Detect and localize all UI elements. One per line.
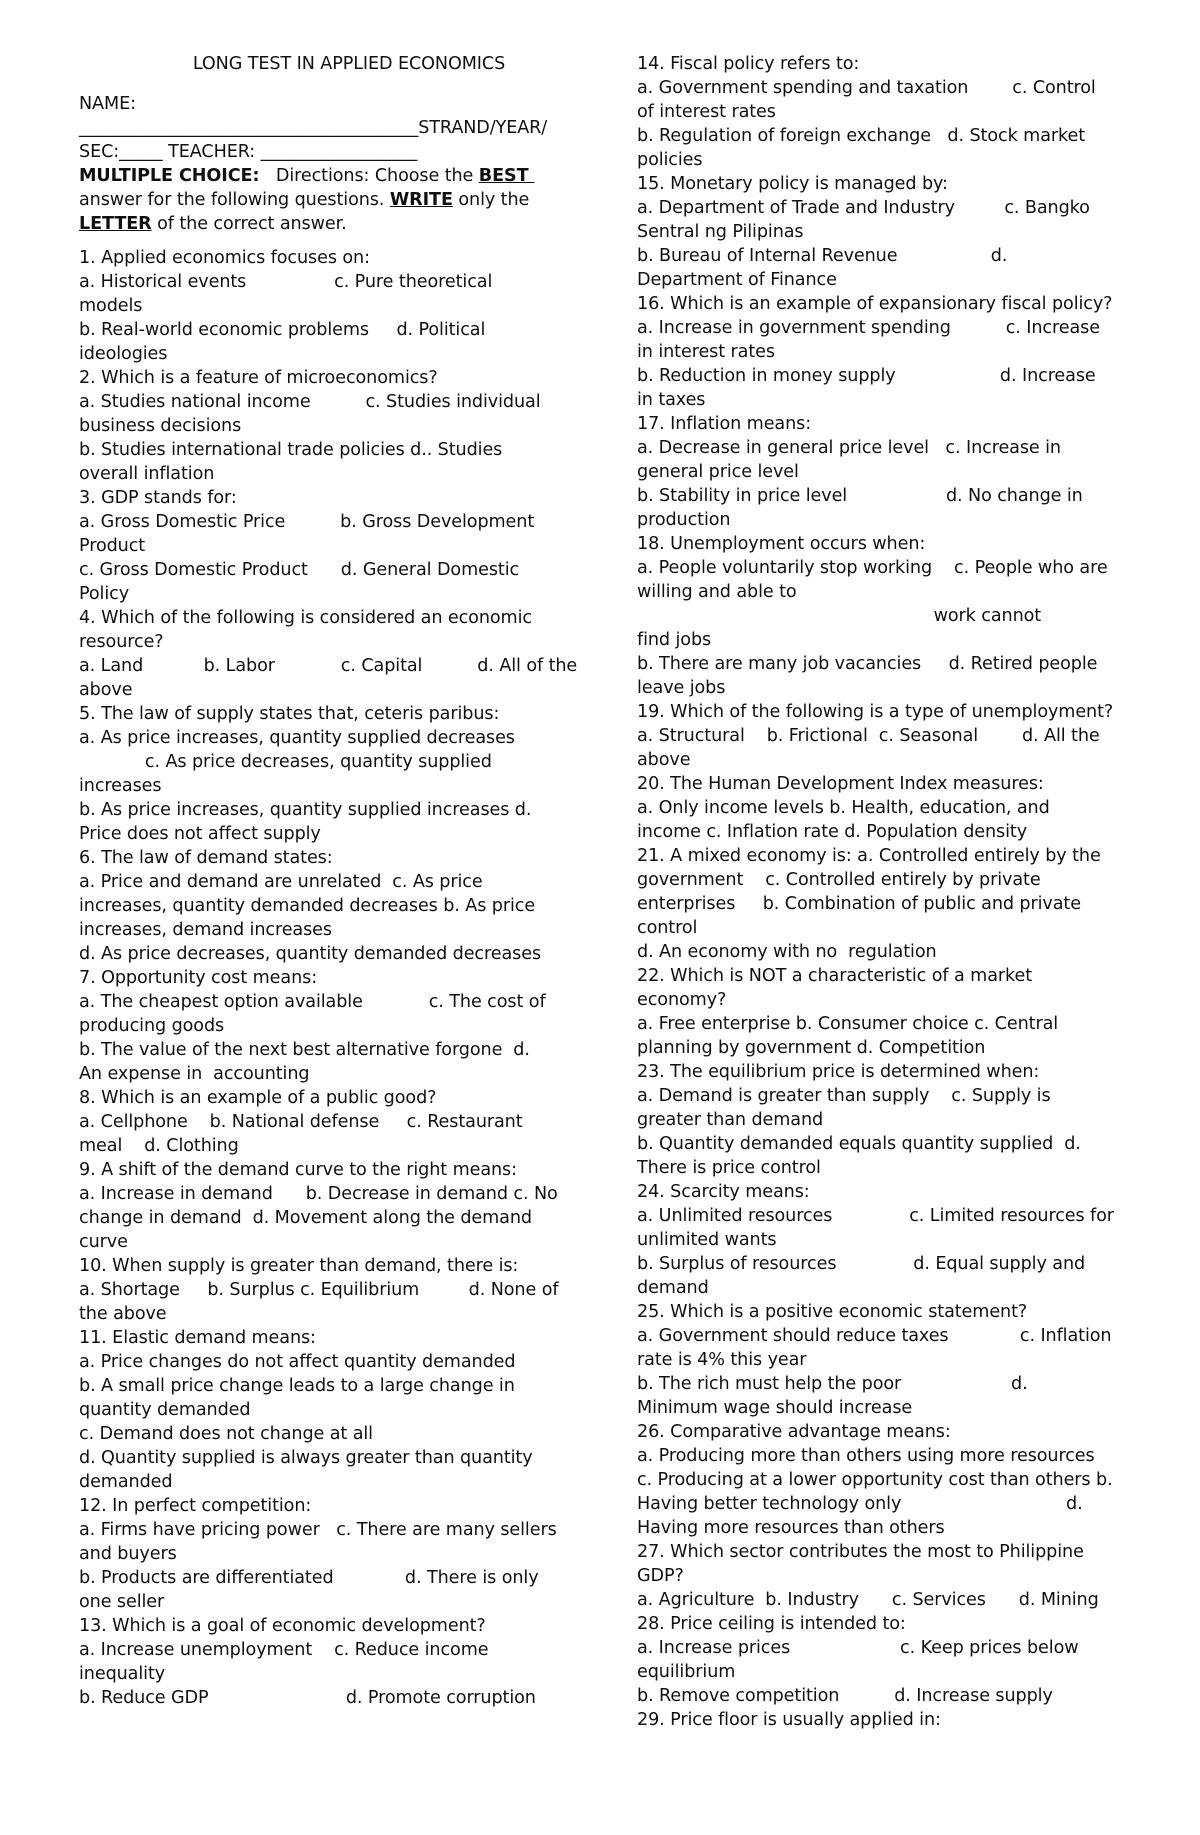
question-line: Price does not affect supply	[79, 824, 321, 844]
question-line: d. An economy with no regulation	[637, 942, 937, 962]
question-line: b. Reduction in money supply d. Increase	[637, 366, 1096, 386]
question-line: rate is 4% this year	[637, 1350, 807, 1370]
question-line: a. The cheapest option available c. The cost of	[79, 992, 546, 1012]
question-line: 9. A shift of the demand curve to the right means:	[79, 1160, 517, 1180]
question-line: Sentral ng Pilipinas	[637, 222, 804, 242]
question-line: d. As price decreases, quantity demanded decreases	[79, 944, 542, 964]
question-line: Product	[79, 536, 146, 556]
question-line: b. Products are differentiated d. There is only	[79, 1568, 539, 1588]
question-line: a. Decrease in general price level c. Increase in	[637, 438, 1061, 458]
right-questions	[637, 52, 1177, 1732]
directions-line-1	[79, 164, 619, 188]
page-title: LONG TEST IN APPLIED ECONOMICS	[192, 54, 506, 74]
question-line: 18. Unemployment occurs when:	[637, 534, 926, 554]
question-line: a. Unlimited resources c. Limited resources for	[637, 1206, 1114, 1226]
question-line: c. Producing at a lower opportunity cost than others b.	[637, 1470, 1113, 1490]
question-line: a. Increase unemployment c. Reduce income	[79, 1640, 489, 1660]
question-line: 15. Monetary policy is managed by:	[637, 174, 948, 194]
question-line: b. As price increases, quantity supplied increases d.	[79, 800, 532, 820]
directions-text: of the correct answer.	[151, 214, 347, 234]
question-line: 29. Price floor is usually applied in:	[637, 1710, 941, 1730]
question-line: ideologies	[79, 344, 168, 364]
question-line: 23. The equilibrium price is determined when:	[637, 1062, 1040, 1082]
sec-label: SEC:	[79, 142, 120, 162]
question-line: 22. Which is NOT a characteristic of a market	[637, 966, 1033, 986]
question-line: resource?	[79, 632, 164, 652]
question-line: 14. Fiscal policy refers to:	[637, 54, 860, 74]
name-label: NAME:	[79, 94, 136, 114]
question-line: in taxes	[637, 390, 706, 410]
directions-line-2	[79, 188, 619, 212]
question-line: 28. Price ceiling is intended to:	[637, 1614, 906, 1634]
question-line: 12. In perfect competition:	[79, 1496, 312, 1516]
write-emphasis: WRITE	[389, 190, 453, 210]
question-line: Having better technology only d.	[637, 1494, 1083, 1514]
question-line: change in demand d. Movement along the demand	[79, 1208, 532, 1228]
question-line: 6. The law of demand states:	[79, 848, 333, 868]
question-line: a. Increase in government spending c. Increase	[637, 318, 1100, 338]
question-line: in interest rates	[637, 342, 775, 362]
name-strand-line	[79, 116, 619, 140]
question-line: c. As price decreases, quantity supplied	[79, 752, 492, 772]
question-line: a. As price increases, quantity supplied decreases	[79, 728, 515, 748]
question-line: of interest rates	[637, 102, 776, 122]
question-line: enterprises b. Combination of public and private	[637, 894, 1081, 914]
question-line: models	[79, 296, 143, 316]
question-line: 16. Which is an example of expansionary fiscal policy?	[637, 294, 1113, 314]
question-line: meal d. Clothing	[79, 1136, 239, 1156]
question-line: a. Historical events c. Pure theoretical	[79, 272, 493, 292]
question-line: 17. Inflation means:	[637, 414, 812, 434]
question-line: increases, quantity demanded decreases b. As price	[79, 896, 536, 916]
question-line: control	[637, 918, 698, 938]
directions-text: answer for the following questions.	[79, 190, 390, 210]
question-line: a. Land b. Labor c. Capital d. All of the	[79, 656, 578, 676]
question-line: c. Gross Domestic Product d. General Domestic	[79, 560, 520, 580]
directions-line-3	[79, 212, 619, 236]
directions-text: only the	[452, 190, 530, 210]
question-line: a. Gross Domestic Price b. Gross Development	[79, 512, 535, 532]
question-line: 24. Scarcity means:	[637, 1182, 810, 1202]
question-line: a. Only income levels b. Health, education, and	[637, 798, 1050, 818]
question-line: Policy	[79, 584, 130, 604]
question-line: a. Shortage b. Surplus c. Equilibrium d. None of	[79, 1280, 559, 1300]
right-column	[637, 52, 1177, 1732]
question-line: a. Increase prices c. Keep prices below	[637, 1638, 1079, 1658]
question-line: d. Quantity supplied is always greater than quantity	[79, 1448, 533, 1468]
question-line: a. Producing more than others using more resources	[637, 1446, 1095, 1466]
left-column	[79, 52, 619, 1710]
question-line: leave jobs	[637, 678, 726, 698]
question-line: b. A small price change leads to a large change in	[79, 1376, 515, 1396]
question-line: b. Studies international trade policies d.. Studies	[79, 440, 503, 460]
question-line: Having more resources than others	[637, 1518, 945, 1538]
question-line: Department of Finance	[637, 270, 837, 290]
question-line: a. Department of Trade and Industry c. Bangko	[637, 198, 1090, 218]
question-line: the above	[79, 1304, 167, 1324]
question-line: 10. When supply is greater than demand, there is:	[79, 1256, 519, 1276]
question-line: 1. Applied economics focuses on:	[79, 248, 370, 268]
question-line: above	[79, 680, 133, 700]
sec-blank[interactable]: _____	[119, 142, 163, 162]
question-line: policies	[637, 150, 703, 170]
question-line: 8. Which is an example of a public good?	[79, 1088, 437, 1108]
question-line: government c. Controlled entirely by private	[637, 870, 1041, 890]
question-line: planning by government d. Competition	[637, 1038, 986, 1058]
question-line: There is price control	[637, 1158, 821, 1178]
question-line: increases	[79, 776, 162, 796]
question-line: demand	[637, 1278, 709, 1298]
question-line: a. Price changes do not affect quantity demanded	[79, 1352, 516, 1372]
strand-label: STRAND/YEAR/	[418, 118, 548, 138]
question-line: unlimited wants	[637, 1230, 777, 1250]
left-questions	[79, 246, 619, 1710]
question-line: a. Studies national income c. Studies individual	[79, 392, 541, 412]
question-line: 26. Comparative advantage means:	[637, 1422, 951, 1442]
question-line: one seller	[79, 1592, 165, 1612]
question-line: 27. Which sector contributes the most to Philippine	[637, 1542, 1084, 1562]
question-line: find jobs	[637, 630, 712, 650]
question-line: b. Real-world economic problems d. Political	[79, 320, 486, 340]
question-line: GDP?	[637, 1566, 684, 1586]
question-line: b. Remove competition d. Increase supply	[637, 1686, 1053, 1706]
question-line: a. Price and demand are unrelated c. As price	[79, 872, 483, 892]
question-line: producing goods	[79, 1016, 225, 1036]
question-line: a. Cellphone b. National defense c. Restaurant	[79, 1112, 523, 1132]
question-line: 11. Elastic demand means:	[79, 1328, 316, 1348]
directions-heading: MULTIPLE CHOICE:	[79, 166, 260, 186]
teacher-blank[interactable]: __________________	[260, 142, 418, 162]
best-emphasis: BEST	[478, 166, 535, 186]
question-line: Minimum wage should increase	[637, 1398, 913, 1418]
question-line: b. Bureau of Internal Revenue d.	[637, 246, 1008, 266]
question-line: overall inflation	[79, 464, 215, 484]
letter-emphasis: LETTER	[79, 214, 152, 234]
question-line: c. Demand does not change at all	[79, 1424, 373, 1444]
question-line: a. Demand is greater than supply c. Supply is	[637, 1086, 1051, 1106]
question-line: a. Agriculture b. Industry c. Services d. Mining	[637, 1590, 1099, 1610]
question-line: 3. GDP stands for:	[79, 488, 237, 508]
question-line: increases, demand increases	[79, 920, 332, 940]
question-line: b. There are many job vacancies d. Retired people	[637, 654, 1098, 674]
question-line: b. The rich must help the poor d.	[637, 1374, 1028, 1394]
directions-text: Directions: Choose the	[259, 166, 479, 186]
question-line: 2. Which is a feature of microeconomics?	[79, 368, 438, 388]
question-line: equilibrium	[637, 1662, 736, 1682]
question-line: willing and able to	[637, 582, 797, 602]
question-line: production	[637, 510, 731, 530]
teacher-label: TEACHER:	[162, 142, 261, 162]
question-line: 4. Which of the following is considered an economic	[79, 608, 532, 628]
question-line: a. Government spending and taxation c. Control	[637, 78, 1096, 98]
question-line: general price level	[637, 462, 799, 482]
question-line: business decisions	[79, 416, 242, 436]
question-line: inequality	[79, 1664, 166, 1684]
question-line: work cannot	[637, 606, 1042, 626]
question-line: a. Government should reduce taxes c. Inflation	[637, 1326, 1112, 1346]
question-line: a. People voluntarily stop working c. People who are	[637, 558, 1108, 578]
question-line: demanded	[79, 1472, 173, 1492]
name-blank[interactable]: _______________________________________	[79, 118, 419, 138]
question-line: 5. The law of supply states that, ceteris paribus:	[79, 704, 500, 724]
question-line: b. Stability in price level d. No change in	[637, 486, 1083, 506]
sec-teacher-line	[79, 140, 619, 164]
question-line: a. Firms have pricing power c. There are many sellers	[79, 1520, 557, 1540]
question-line: income c. Inflation rate d. Population density	[637, 822, 1028, 842]
question-line: b. Surplus of resources d. Equal supply and	[637, 1254, 1086, 1274]
question-line: greater than demand	[637, 1110, 824, 1130]
question-line: 19. Which of the following is a type of unemployment?	[637, 702, 1114, 722]
question-line: economy?	[637, 990, 727, 1010]
question-line: a. Increase in demand b. Decrease in demand c. No	[79, 1184, 558, 1204]
question-line: a. Structural b. Frictional c. Seasonal d. All the	[637, 726, 1100, 746]
question-line: 25. Which is a positive economic statement?	[637, 1302, 1028, 1322]
question-line: a. Free enterprise b. Consumer choice c. Central	[637, 1014, 1059, 1034]
question-line: and buyers	[79, 1544, 177, 1564]
question-line: b. Regulation of foreign exchange d. Stock market	[637, 126, 1085, 146]
question-line: 7. Opportunity cost means:	[79, 968, 318, 988]
question-line: above	[637, 750, 691, 770]
question-line: curve	[79, 1232, 128, 1252]
question-line: 13. Which is a goal of economic development?	[79, 1616, 486, 1636]
question-line: b. Reduce GDP d. Promote corruption	[79, 1688, 536, 1708]
question-line: quantity demanded	[79, 1400, 251, 1420]
question-line: b. The value of the next best alternative forgone d.	[79, 1040, 530, 1060]
question-line: 20. The Human Development Index measures:	[637, 774, 1044, 794]
question-line: b. Quantity demanded equals quantity supplied d.	[637, 1134, 1081, 1154]
question-line: 21. A mixed economy is: a. Controlled entirely by the	[637, 846, 1101, 866]
question-line: An expense in accounting	[79, 1064, 310, 1084]
